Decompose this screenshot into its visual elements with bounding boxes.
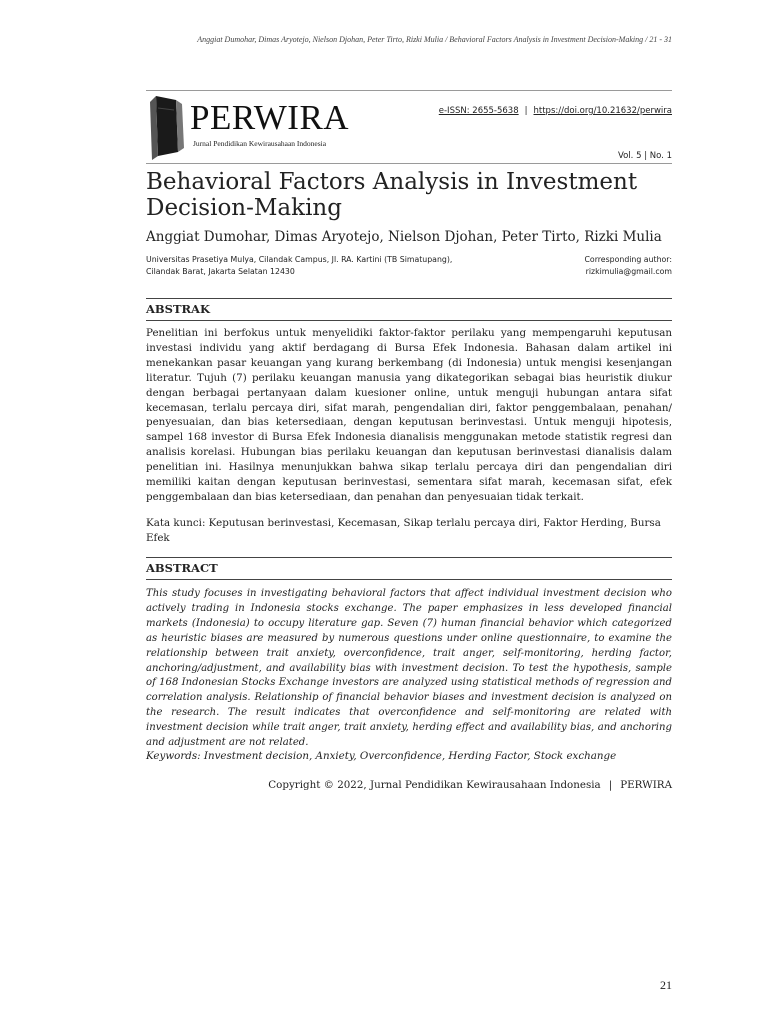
copyright-text: Copyright © 2022, Jurnal Pendidikan Kewirausahaan Indonesia xyxy=(268,779,601,791)
article-authors: Anggiat Dumohar, Dimas Aryotejo, Nielson Djohan, Peter Tirto, Rizki Mulia xyxy=(146,229,662,245)
abstrak-top-rule xyxy=(146,298,672,299)
journal-logo-title: PERWIRA xyxy=(190,98,350,137)
corresponding-email[interactable]: rizkimulia@gmail.com xyxy=(585,267,672,276)
abstrak-keywords: Kata kunci: Keputusan berinvestasi, Kecemasan, Sikap terlalu percaya diri, Faktor Herding, Bursa Efek xyxy=(146,517,661,544)
affiliation xyxy=(146,254,526,278)
journal-logo-subtitle: Jurnal Pendidikan Kewirausahaan Indonesia xyxy=(193,139,327,148)
affiliation-line-1: Universitas Prasetiya Mulya, Cilandak Campus, Jl. RA. Kartini (TB Simatupang), xyxy=(146,255,453,264)
corresponding-author xyxy=(584,254,672,278)
abstract-text: This study focuses in investigating behavioral factors that affect individual investment decision who actively trading in Indonesia stocks exchange. The paper emphasizes in less developed financial markets (Indonesia) to occupy literature gap. Seven (7) human financial behavior which categorized as heuristic biases are measured by numerous questions under online questionnaire, to examine the relationship between trait anxiety, overconfidence, trait anger, self-monitoring, herding factor, anchoring/adjustment, and availability bias with investment decision. To test the hypothesis, sample of 168 Indonesian Stocks Exchange investors are analyzed using statistical methods of regression and correlation analysis. Relationship of financial behavior biases and investment decision is analyzed on the research. The result indicates that overconfidence and self-monitoring are related with investment decision while trait anger, trait anxiety, herding effect and availability bias, and anchoring and adjustment are not related. xyxy=(146,588,672,749)
running-header: Anggiat Dumohar, Dimas Aryotejo, Nielson Djohan, Peter Tirto, Rizki Mulia / Behavioral Factors Analysis in Investment Decision-Making / 21 - 31 xyxy=(197,35,672,44)
doi-link[interactable]: https://doi.org/10.21632/perwira xyxy=(533,106,672,116)
issn-separator: | xyxy=(524,106,528,116)
copyright-journal: PERWIRA xyxy=(620,779,672,791)
book-logo-icon xyxy=(146,94,188,160)
abstract-top-rule xyxy=(146,557,672,558)
volume-issue: Vol. 5 | No. 1 xyxy=(617,151,672,161)
header-divider xyxy=(146,163,672,164)
copyright-separator: | xyxy=(608,779,613,791)
abstrak-heading: ABSTRAK xyxy=(146,302,210,316)
journal-logo xyxy=(146,94,376,160)
abstract-keywords: Keywords: Investment decision, Anxiety, Overconfidence, Herding Factor, Stock exchange xyxy=(146,750,617,762)
article-title: Behavioral Factors Analysis in Investment Decision-Making xyxy=(146,169,638,221)
top-divider xyxy=(146,90,672,91)
issn-link[interactable]: e-ISSN: 2655-5638 xyxy=(438,106,519,116)
issn-doi-line xyxy=(439,106,672,116)
corresponding-label: Corresponding author: xyxy=(584,255,672,264)
abstract-bottom-rule xyxy=(146,579,672,580)
abstrak-text: Penelitian ini berfokus untuk menyelidiki faktor-faktor perilaku yang mempengaruhi keputusan investasi individu yang aktif berdagang di Bursa Efek Indonesia. Bahasan dalam artikel ini menekankan pasar keuangan yang kurang berkembang (di Indonesia) untuk mengisi kesenjangan literatur. Tujuh (7) perilaku keuangan manusia yang dikategorikan sebagai bias heuristik diukur dengan berbagai pertanyaan dalam kuesioner online, untuk menguji hubungan antara sifat kecemasan, terlalu percaya diri, sifat marah, pengendalian diri, faktor penggembalaan, penahan/ penyesuaian, dan bias ketersediaan, dengan keputusan berinvestasi. Untuk menguji hipotesis, sampel 168 investor di Bursa Efek Indonesia dianalisis menggunakan metode statistik regresi dan analisis korelasi. Hubungan bias perilaku keuangan dan keputusan berinvestasi dianalisis dalam penelitian ini. Hasilnya menunjukkan bahwa sikap terlalu percaya diri dan pengendalian diri memiliki kaitan dengan keputusan berinvestasi, sementara sifat marah, kecemasan sifat, efek penggembalaan dan bias ketersediaan, dan penahan dan penyesuaian tidak terkait. xyxy=(146,327,672,503)
affiliation-line-2: Cilandak Barat, Jakarta Selatan 12430 xyxy=(146,267,295,276)
copyright-line xyxy=(268,779,672,791)
abstrak-bottom-rule xyxy=(146,320,672,321)
abstract-heading: ABSTRACT xyxy=(146,561,218,575)
page-number: 21 xyxy=(660,978,672,992)
